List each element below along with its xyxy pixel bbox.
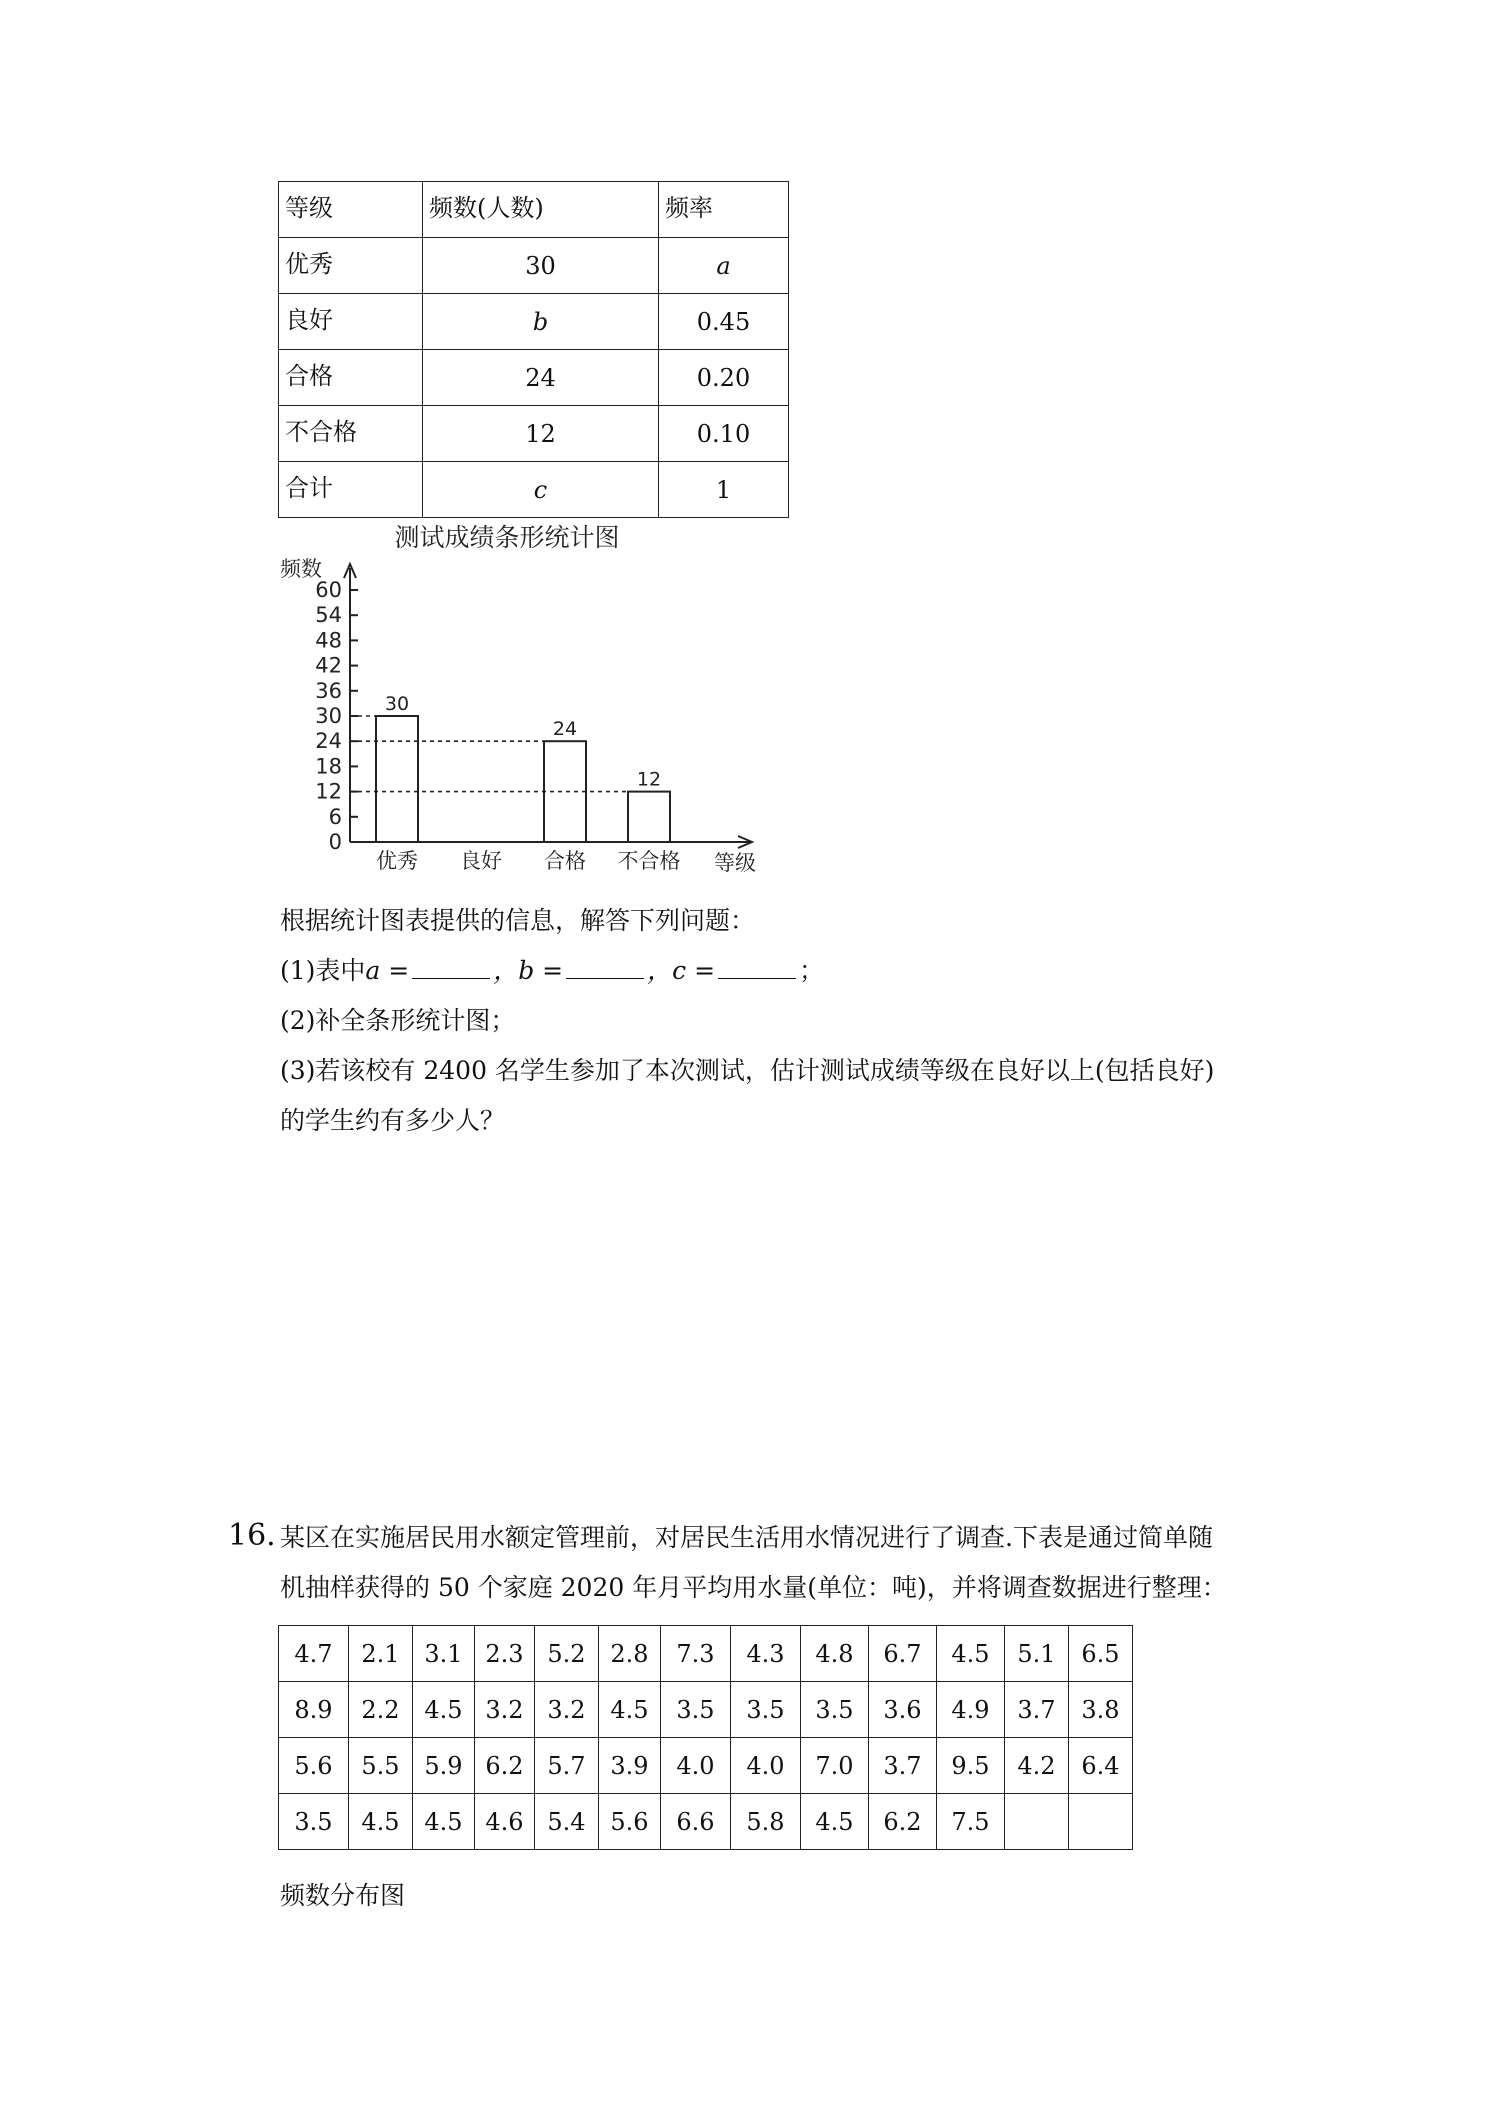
q15-part1-a-label: 𝑎 = (365, 956, 410, 985)
table-cell: 4.5 (937, 1626, 1005, 1682)
q15-part1-b-label: ，𝑏 = (493, 956, 564, 985)
q15-part1-end: ； (799, 956, 825, 985)
y-tick-label: 42 (315, 653, 342, 678)
chart-title: 测试成绩条形统计图 (394, 523, 620, 552)
header-cell: 频率 (659, 182, 789, 238)
table-cell: a (659, 238, 789, 294)
table-cell: 4.8 (801, 1626, 869, 1682)
table-cell: 4.5 (413, 1682, 475, 1738)
y-tick-label: 36 (315, 678, 342, 703)
table-row (279, 1682, 1133, 1738)
q15-part3-line2: 的学生约有多少人？ (280, 1106, 506, 1135)
table-cell: 0.20 (659, 350, 789, 406)
x-tick-label: 合格 (544, 849, 586, 873)
table-cell: 4.5 (801, 1794, 869, 1850)
y-tick-label: 12 (315, 779, 342, 804)
bar (376, 716, 418, 842)
table-cell: 0.45 (659, 294, 789, 350)
table-cell: 7.0 (801, 1738, 869, 1794)
table-cell: 2.3 (475, 1626, 535, 1682)
bar (628, 792, 670, 842)
q15-part2: (2)补全条形统计图； (280, 1006, 516, 1035)
table-row (279, 238, 789, 294)
x-axis-label: 等级 (714, 851, 756, 875)
table-cell: 5.7 (535, 1738, 599, 1794)
table-cell: 3.2 (475, 1682, 535, 1738)
table-cell: 2.1 (349, 1626, 413, 1682)
q15-intro: 根据统计图表提供的信息，解答下列问题： (280, 906, 756, 935)
table-cell: c (423, 462, 659, 518)
x-tick-label: 不合格 (617, 849, 681, 873)
table-cell: 5.2 (535, 1626, 599, 1682)
table-cell: 5.1 (1005, 1626, 1069, 1682)
q16-caption: 频数分布图 (280, 1881, 406, 1910)
table-header-row (279, 182, 789, 238)
y-tick-label: 24 (315, 729, 342, 754)
table-cell: 4.0 (661, 1738, 731, 1794)
table-cell: 优秀 (279, 238, 423, 294)
table-cell (1069, 1794, 1133, 1850)
table-row (279, 406, 789, 462)
table-cell: 3.6 (869, 1682, 937, 1738)
table-cell: 3.8 (1069, 1682, 1133, 1738)
table-cell: 2.8 (599, 1626, 661, 1682)
table-cell: 3.5 (801, 1682, 869, 1738)
table-cell: 6.2 (869, 1794, 937, 1850)
table-cell: 4.3 (731, 1626, 801, 1682)
table-cell: b (423, 294, 659, 350)
x-tick-label: 良好 (460, 849, 502, 873)
table-cell: 4.5 (599, 1682, 661, 1738)
grade-frequency-table (278, 181, 789, 518)
data-label: 30 (384, 693, 410, 715)
q15-part1-c-label: ，𝑐 = (647, 956, 716, 985)
bar-chart (270, 518, 790, 878)
table-cell: 4.5 (349, 1794, 413, 1850)
q16-line1: 某区在实施居民用水额定管理前，对居民生活用水情况进行了调查.下表是通过简单随 (280, 1523, 1213, 1552)
table-cell: 7.5 (937, 1794, 1005, 1850)
y-tick-label: 6 (328, 804, 342, 829)
table-cell: 不合格 (279, 406, 423, 462)
table-cell: 合格 (279, 350, 423, 406)
table-cell: 4.0 (731, 1738, 801, 1794)
table-cell: 5.5 (349, 1738, 413, 1794)
table-cell: 6.2 (475, 1738, 535, 1794)
table-cell: 4.2 (1005, 1738, 1069, 1794)
data-label: 24 (552, 718, 578, 741)
table-cell: 5.9 (413, 1738, 475, 1794)
y-tick-label: 30 (315, 704, 342, 728)
table-row (279, 294, 789, 350)
y-tick-label: 48 (315, 628, 342, 653)
blank-a (412, 954, 490, 979)
header-cell: 频数(人数) (423, 182, 659, 238)
table-cell: 3.9 (599, 1738, 661, 1794)
table-cell: 5.4 (535, 1794, 599, 1850)
table-cell: 5.6 (279, 1738, 349, 1794)
table-cell: 4.5 (413, 1794, 475, 1850)
q15-part1-prefix: (1)表中 (280, 956, 366, 985)
table-cell: 1 (659, 462, 789, 518)
x-tick-label: 优秀 (376, 849, 418, 873)
table-row (279, 1794, 1133, 1850)
y-tick-label: 18 (315, 754, 342, 779)
blank-b (566, 954, 644, 979)
blank-c (718, 954, 796, 979)
y-tick-label: 60 (315, 578, 342, 602)
table-cell: 3.7 (869, 1738, 937, 1794)
q15-part1 (280, 953, 824, 989)
table-cell: 5.6 (599, 1794, 661, 1850)
q15-part3-line1: (3)若该校有 2400 名学生参加了本次测试，估计测试成绩等级在良好以上(包括良好) (280, 1056, 1215, 1085)
table-cell: 3.2 (535, 1682, 599, 1738)
table-cell: 3.5 (731, 1682, 801, 1738)
data-label: 12 (636, 768, 662, 791)
table-cell: 3.5 (661, 1682, 731, 1738)
table-cell: 6.5 (1069, 1626, 1133, 1682)
y-tick-label: 54 (315, 603, 342, 628)
y-axis-label: 频数 (280, 557, 322, 581)
q16-number: 16. (228, 1518, 276, 1553)
table-cell: 4.6 (475, 1794, 535, 1850)
table-cell: 3.7 (1005, 1682, 1069, 1738)
table-cell: 24 (423, 350, 659, 406)
table-cell: 6.6 (661, 1794, 731, 1850)
q16-line2: 机抽样获得的 50 个家庭 2020 年月平均用水量(单位：吨)，并将调查数据进行整理： (280, 1573, 1227, 1602)
table-cell: 3.1 (413, 1626, 475, 1682)
table-cell: 4.7 (279, 1626, 349, 1682)
header-cell: 等级 (279, 182, 423, 238)
table-row (279, 1626, 1133, 1682)
table-cell: 30 (423, 238, 659, 294)
table-cell: 2.2 (349, 1682, 413, 1738)
table-cell: 12 (423, 406, 659, 462)
table-cell: 4.9 (937, 1682, 1005, 1738)
table-cell: 7.3 (661, 1626, 731, 1682)
y-tick-label: 0 (328, 830, 342, 854)
table-row (279, 462, 789, 518)
table-cell: 9.5 (937, 1738, 1005, 1794)
table-cell (1005, 1794, 1069, 1850)
table-cell: 6.4 (1069, 1738, 1133, 1794)
table-cell: 5.8 (731, 1794, 801, 1850)
table-cell: 0.10 (659, 406, 789, 462)
table-cell: 6.7 (869, 1626, 937, 1682)
table-cell: 3.5 (279, 1794, 349, 1850)
water-usage-table (278, 1625, 1133, 1850)
table-row (279, 350, 789, 406)
table-cell: 良好 (279, 294, 423, 350)
table-cell: 8.9 (279, 1682, 349, 1738)
table-cell: 合计 (279, 462, 423, 518)
table-row (279, 1738, 1133, 1794)
